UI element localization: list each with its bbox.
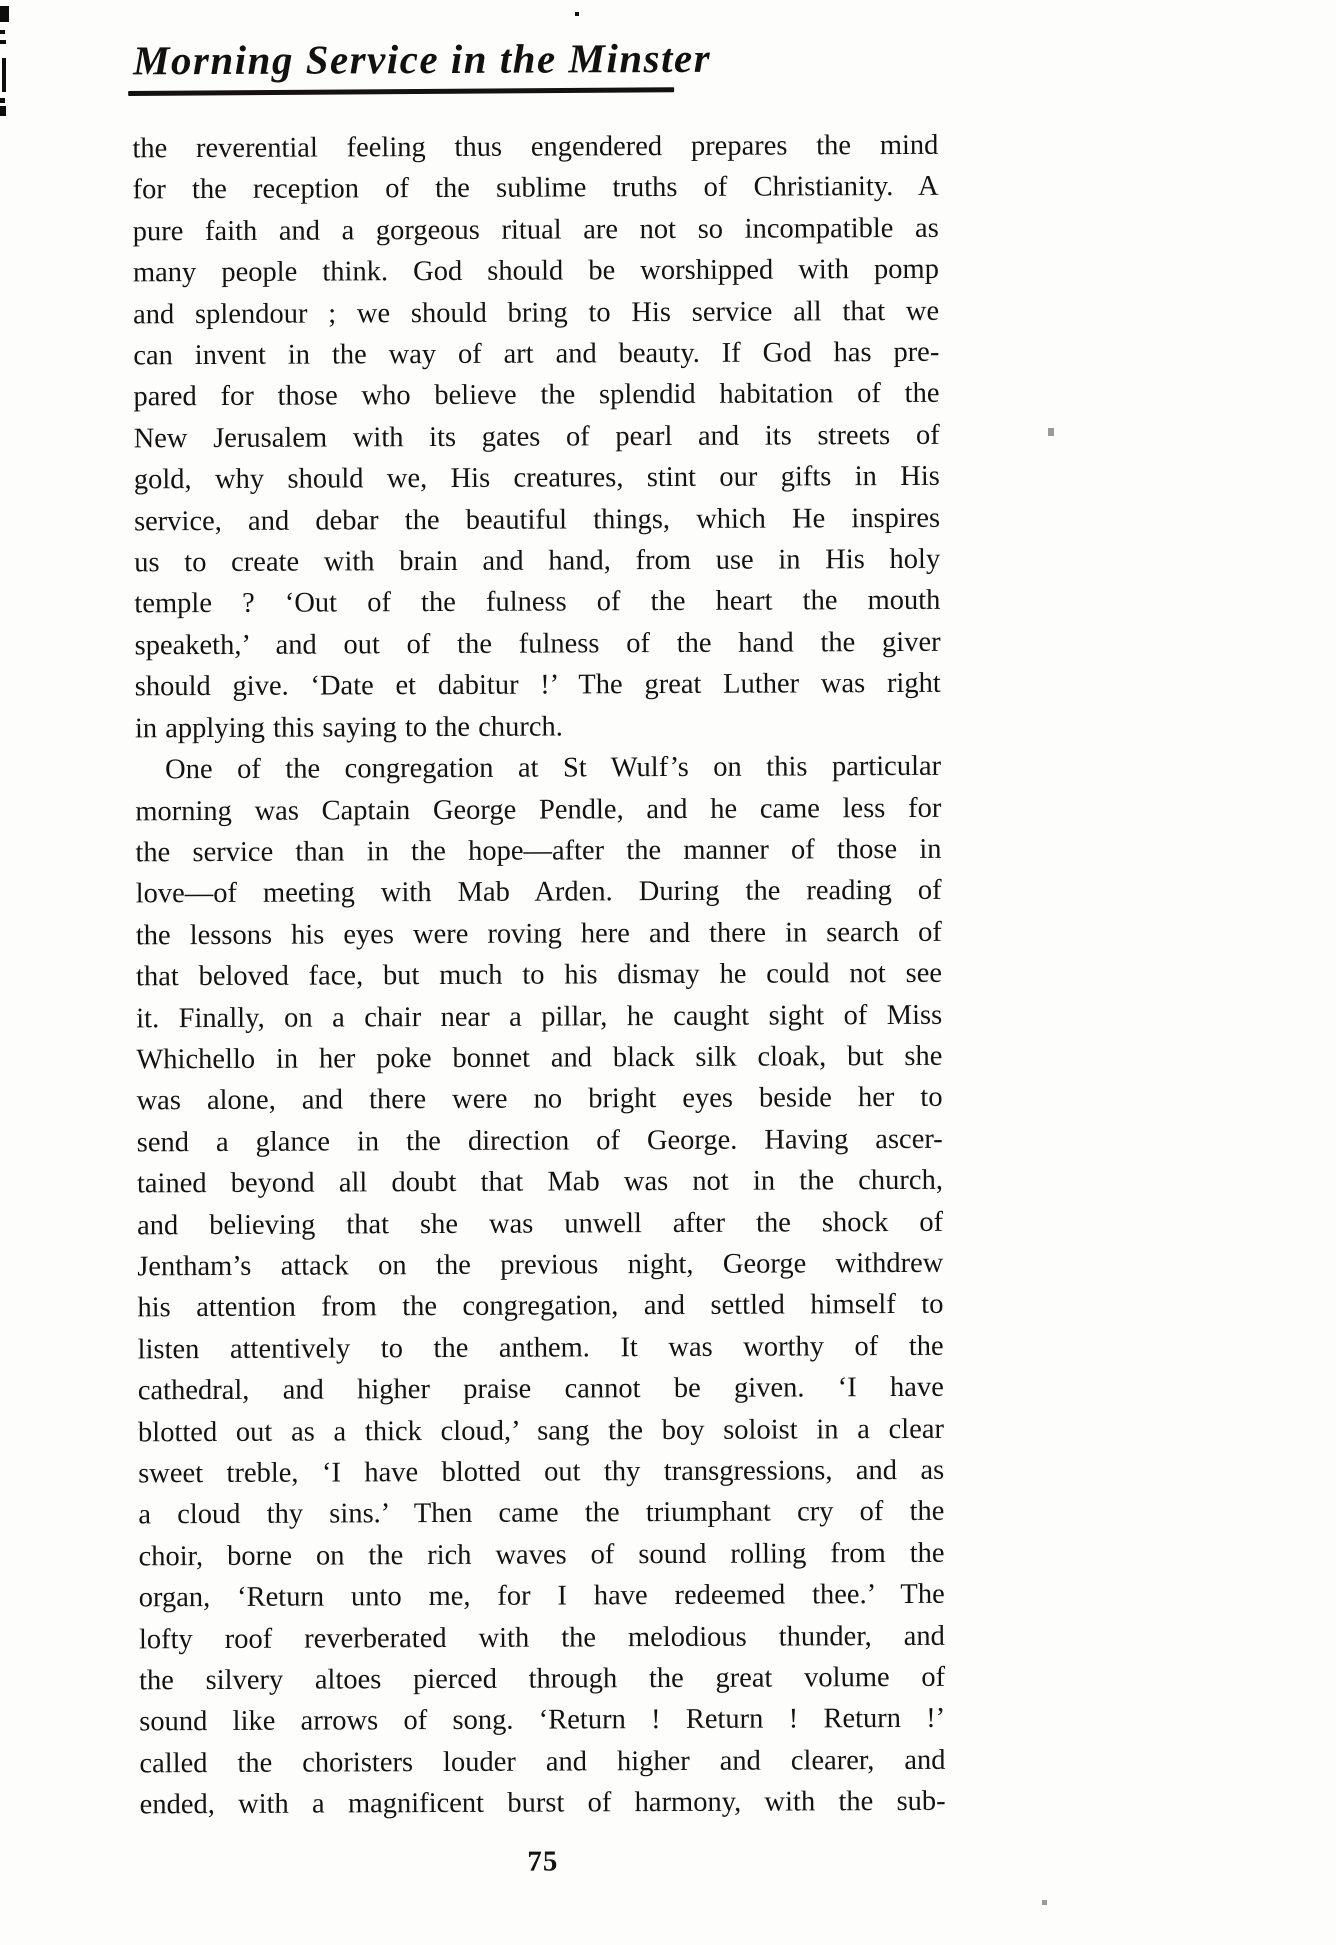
text-line: that beloved face, but much to his dismay he could not see	[135, 957, 943, 993]
text-line: called the choristers louder and higher and clearer, and	[139, 1744, 946, 1780]
text-line: the silvery altoes pierced through the great volume of	[139, 1661, 946, 1697]
text-line: pared for those who believe the splendid habitation of the	[133, 378, 940, 413]
text-line: the service than in the hope—after the manner of those in	[135, 833, 942, 869]
text-line: many people think. God should be worshipped with pomp	[132, 254, 940, 289]
text-line: New Jerusalem with its gates of pearl and its streets of	[133, 419, 940, 455]
text-line: service, and debar the beautiful things, which He inspires	[133, 502, 941, 537]
running-header	[133, 35, 939, 96]
text-line: blotted out as a thick cloud,’ sang the boy soloist in a clear	[137, 1413, 945, 1448]
text-line: pure faith and a gorgeous ritual are not so incompatible as	[132, 212, 939, 248]
text-line: ended, with a magnificent burst of harmony, with the sub-	[139, 1786, 946, 1821]
text-line: in applying this saying to the church.	[134, 711, 563, 745]
title-underline-rule	[128, 87, 674, 96]
text-line: tained beyond all doubt that Mab was not in the church,	[136, 1164, 943, 1200]
text-line: send a glance in the direction of George. Having ascer-	[136, 1123, 943, 1159]
text-line: his attention from the congregation, and settled himself to	[137, 1289, 944, 1324]
text-line: Whichello in her poke bonnet and black silk cloak, but she	[136, 1040, 943, 1076]
text-line: us to create with brain and hand, from use in His holy	[134, 543, 941, 579]
text-line: lofty roof reverberated with the melodious thunder, and	[138, 1620, 945, 1655]
text-line: gold, why should we, His creatures, stint our gifts in His	[133, 461, 940, 496]
text-line: the reverential feeling thus engendered prepares the mind	[132, 129, 939, 165]
text-line: and believing that she was unwell after the shock of	[137, 1206, 944, 1241]
text-line: a cloud thy sins.’ Then came the triumphant cry of the	[138, 1496, 945, 1531]
text-line: and splendour ; we should bring to His service all that we	[133, 295, 940, 330]
text-line: should give. ‘Date et dabitur !’ The great Luther was right	[134, 668, 941, 703]
text-line: love—of meeting with Mab Arden. During the reading of	[135, 875, 942, 910]
text-line: choir, borne on the rich waves of sound rolling from the	[138, 1537, 945, 1573]
text-line: sweet treble, ‘I have blotted out thy transgressions, and as	[138, 1454, 945, 1490]
text-line: organ, ‘Return unto me, for I have redeemed thee.’ The	[138, 1579, 945, 1614]
page-number: 75	[527, 1845, 559, 1878]
text-line: for the reception of the sublime truths of Christianity. A	[132, 171, 939, 206]
text-line: can invent in the way of art and beauty. If God has pre-	[133, 336, 940, 372]
page-title: Morning Service in the Minster	[132, 34, 712, 84]
text-line: cathedral, and higher praise cannot be given. ‘I have	[137, 1371, 944, 1407]
text-line: sound like arrows of song. ‘Return ! Return ! Return !’	[139, 1703, 946, 1738]
text-line: morning was Captain George Pendle, and he came less for	[135, 792, 942, 827]
body-text	[132, 125, 945, 1826]
text-line: One of the congregation at St Wulf’s on this particular	[165, 750, 942, 786]
text-line: Jentham’s attack on the previous night, George withdrew	[137, 1247, 944, 1283]
text-line: listen attentively to the anthem. It was worthy of the	[137, 1330, 944, 1366]
text-line: speaketh,’ and out of the fulness of the hand the giver	[134, 626, 941, 662]
text-line: temple ? ‘Out of the fulness of the heart the mouth	[134, 585, 941, 620]
text-line: it. Finally, on a chair near a pillar, he caught sight of Miss	[136, 999, 943, 1034]
text-line: was alone, and there were no bright eyes beside her to	[136, 1082, 943, 1117]
text-line: the lessons his eyes were roving here and there in search of	[135, 916, 942, 952]
